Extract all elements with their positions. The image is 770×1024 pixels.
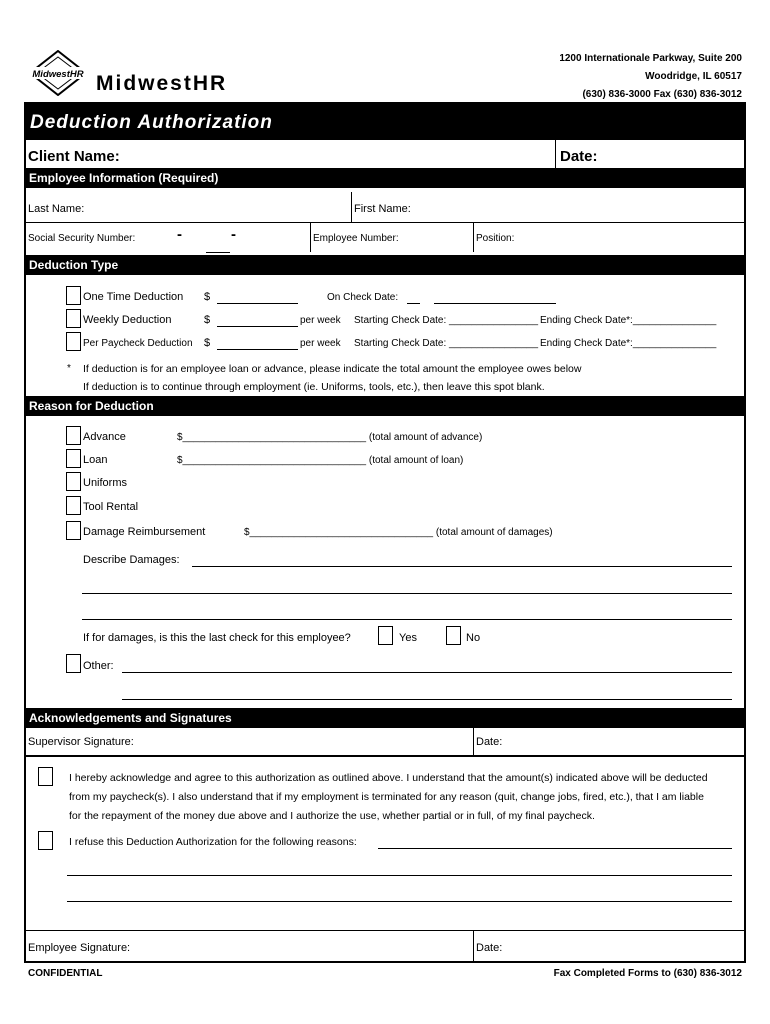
weekly-dollar: $	[204, 314, 211, 326]
supervisor-signature-label[interactable]: Supervisor Signature:	[28, 736, 134, 748]
per-paycheck-starting-check-date[interactable]: Starting Check Date: ________________	[354, 338, 539, 349]
describe-damages-line-1[interactable]	[192, 566, 732, 567]
ack-refuse-checkbox[interactable]	[38, 831, 53, 850]
one-time-amount-line[interactable]	[217, 303, 298, 304]
loan-amount[interactable]: $_________________________________ (total amount of loan)	[177, 455, 464, 466]
last-check-no-checkbox[interactable]	[446, 626, 461, 645]
describe-damages-line-3[interactable]	[82, 619, 732, 620]
weekly-checkbox[interactable]	[66, 309, 81, 328]
confidential-label: CONFIDENTIAL	[28, 968, 103, 979]
reason-heading: Reason for Deduction	[26, 396, 744, 416]
per-paycheck-per-week: per week	[300, 338, 341, 349]
advance-checkbox[interactable]	[66, 426, 81, 445]
describe-damages-label: Describe Damages:	[83, 554, 180, 566]
other-label: Other:	[83, 660, 114, 672]
fax-instructions: Fax Completed Forms to (630) 836-3012	[553, 968, 742, 979]
one-time-label: One Time Deduction	[83, 291, 184, 303]
employee-date-label[interactable]: Date:	[476, 942, 503, 954]
per-paycheck-label: Per Paycheck Deduction	[83, 338, 193, 349]
ack-line-2: from my paycheck(s). I also understand that if my employment is terminated for any reason (quit, change jobs, fired, etc.), that I am liable	[69, 791, 704, 803]
last-check-yes-label: Yes	[399, 632, 417, 644]
date-label: Date:	[560, 148, 598, 165]
loan-label: Loan	[83, 454, 108, 466]
one-time-dollar: $	[204, 291, 211, 303]
employee-number-label[interactable]: Employee Number:	[313, 233, 399, 244]
uniforms-label: Uniforms	[83, 477, 128, 489]
tool-rental-label: Tool Rental	[83, 501, 139, 513]
weekly-label: Weekly Deduction	[83, 314, 172, 326]
company-logo	[28, 50, 88, 96]
weekly-starting-check-date[interactable]: Starting Check Date: ________________	[354, 315, 539, 326]
other-line-1[interactable]	[122, 672, 732, 673]
advance-label: Advance	[83, 431, 126, 443]
address-line-2: Woodridge, IL 60517	[645, 71, 742, 82]
on-check-date-line[interactable]	[434, 303, 556, 304]
other-line-2[interactable]	[122, 699, 732, 700]
ssn-separator-2: -	[231, 226, 236, 243]
describe-damages-line-2[interactable]	[82, 593, 732, 594]
note-line-2: If deduction is to continue through employment (ie. Uniforms, tools, etc.), then leave this spot blank.	[83, 381, 545, 393]
form-title: Deduction Authorization	[26, 104, 744, 140]
last-check-no-label: No	[466, 632, 481, 644]
uniforms-checkbox[interactable]	[66, 472, 81, 491]
damage-amount[interactable]: $_________________________________ (total amount of damages)	[244, 527, 553, 538]
employee-info-heading: Employee Information (Required)	[26, 168, 744, 188]
logo-text: MidwestHR	[32, 69, 84, 80]
position-label[interactable]: Position:	[476, 233, 515, 244]
deduction-type-heading: Deduction Type	[26, 255, 744, 275]
per-paycheck-ending-check-date[interactable]: Ending Check Date*:_______________	[540, 338, 717, 349]
advance-amount[interactable]: $_________________________________ (total amount of advance)	[177, 432, 483, 443]
ack-line-1: I hereby acknowledge and agree to this authorization as outlined above. I understand that the amount(s) indicated above will be deducted	[69, 772, 708, 784]
ack-heading: Acknowledgements and Signatures	[26, 708, 744, 728]
note-line-1: If deduction is for an employee loan or advance, please indicate the total amount the employee owes below	[83, 363, 582, 375]
last-check-question: If for damages, is this the last check for this employee?	[83, 632, 351, 644]
employee-signature-label[interactable]: Employee Signature:	[28, 942, 131, 954]
address-line-1: 1200 Internationale Parkway, Suite 200	[559, 53, 742, 64]
refuse-line-label: I refuse this Deduction Authorization for the following reasons:	[69, 836, 357, 848]
last-check-yes-checkbox[interactable]	[378, 626, 393, 645]
ack-agree-checkbox[interactable]	[38, 767, 53, 786]
per-paycheck-amount-line[interactable]	[217, 349, 298, 350]
per-paycheck-dollar: $	[204, 337, 211, 349]
deduction-form	[24, 102, 746, 963]
ssn-label[interactable]: Social Security Number:	[28, 233, 136, 244]
address-line-3: (630) 836-3000 Fax (630) 836-3012	[582, 89, 742, 100]
weekly-per-week: per week	[300, 315, 341, 326]
weekly-ending-check-date[interactable]: Ending Check Date*:_______________	[540, 315, 717, 326]
supervisor-date-label[interactable]: Date:	[476, 736, 503, 748]
brand-name: MidwestHR	[96, 72, 228, 95]
note-star: *	[67, 363, 71, 374]
first-name-label[interactable]: First Name:	[354, 203, 411, 215]
refuse-reason-line-1[interactable]	[378, 848, 732, 849]
last-name-label[interactable]: Last Name:	[28, 203, 85, 215]
ssn-separator-1: -	[177, 226, 182, 243]
weekly-amount-line[interactable]	[217, 326, 298, 327]
client-name-label: Client Name:	[28, 148, 120, 165]
on-check-date-label: On Check Date:	[327, 292, 399, 303]
refuse-reason-line-3[interactable]	[67, 901, 732, 902]
refuse-reason-line-2[interactable]	[67, 875, 732, 876]
per-paycheck-checkbox[interactable]	[66, 332, 81, 351]
damage-label: Damage Reimbursement	[83, 526, 206, 538]
one-time-checkbox[interactable]	[66, 286, 81, 305]
tool-rental-checkbox[interactable]	[66, 496, 81, 515]
damage-checkbox[interactable]	[66, 521, 81, 540]
other-checkbox[interactable]	[66, 654, 81, 673]
ack-line-3: for the repayment of the money due above and I authorize the use, whether partial or in full, of my final paycheck.	[69, 810, 595, 822]
loan-checkbox[interactable]	[66, 449, 81, 468]
